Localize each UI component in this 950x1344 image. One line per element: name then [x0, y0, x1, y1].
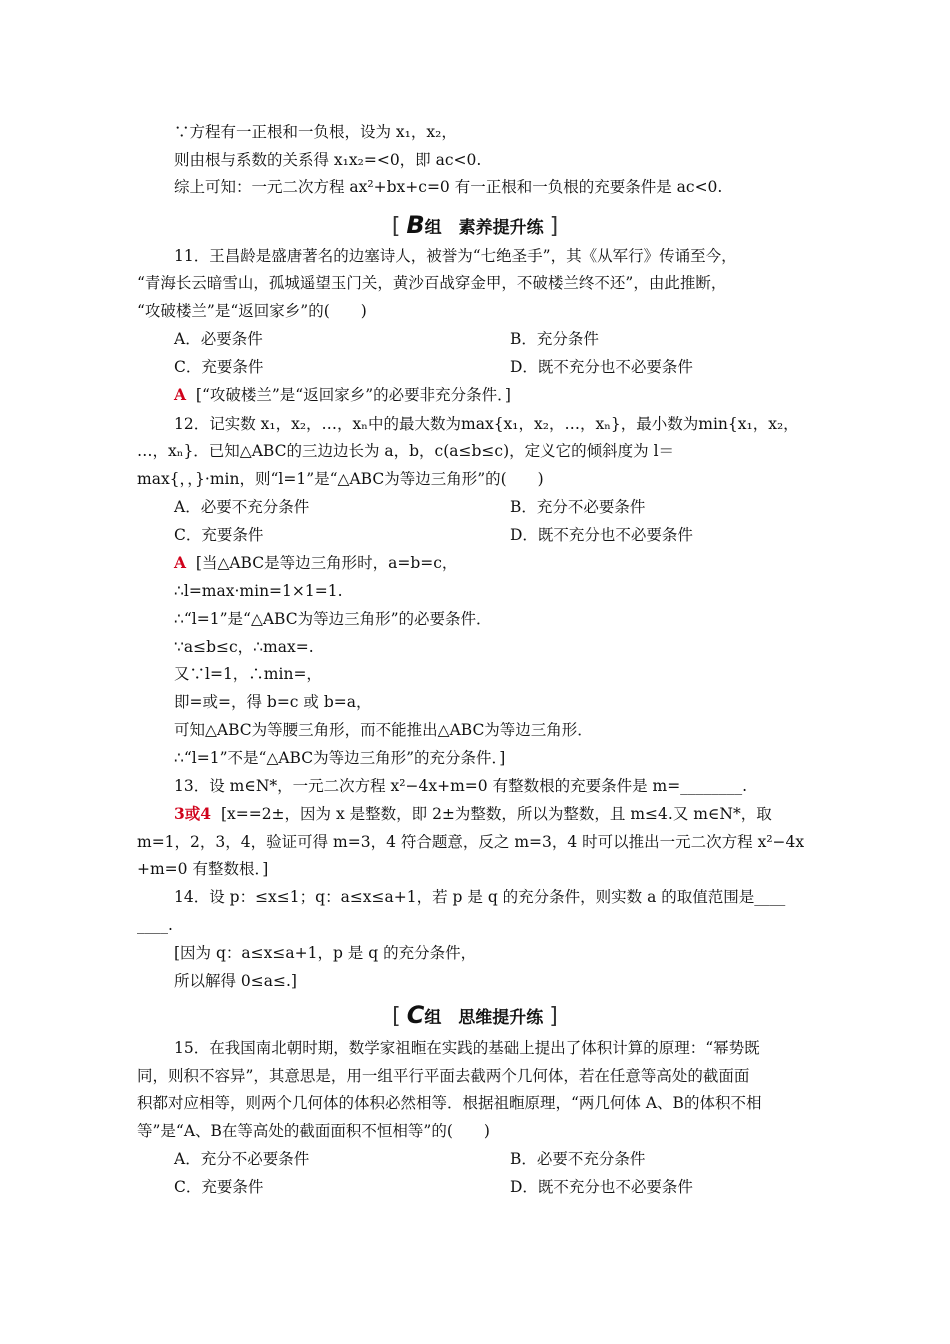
bracket-open: [ [391, 214, 401, 239]
question-13-line: 13．设 m∈N*，一元二次方程 x²−4x+m=0 有整数根的充要条件是 m=________. [174, 777, 748, 795]
question-12-line: 12．记实数 x₁，x₂，…，xₙ中的最大数为max{x₁，x₂，…，xₙ}，最小数为min{x₁，x₂， [174, 415, 799, 433]
question-15-line: 15．在我国南北朝时期，数学家祖暅在实践的基础上提出了体积计算的原理：“幂势既 [174, 1039, 760, 1057]
question-12-line: max{，，}·min，则“l=1”是“△ABC为等边三角形”的( ) [137, 470, 544, 488]
answer-explanation: [“攻破楼兰”是“返回家乡”的必要非充分条件．] [195, 386, 511, 404]
solution-line: ∴l=max·min=1×1=1. [174, 582, 343, 600]
answer-line [174, 552, 457, 574]
option-a: A．充分不必要条件 [174, 1150, 310, 1168]
answer-line [174, 803, 772, 825]
question-15-line: 积都对应相等，则两个几何体的体积必然相等．根据祖暅原理，“两几何体 A、B的体积不相 [137, 1094, 762, 1112]
question-15-line: 同，则积不容异”，其意思是，用一组平行平面去截两个几何体，若在任意等高处的截面面 [137, 1067, 750, 1085]
solution-line: +m=0 有整数根．] [137, 860, 269, 878]
question-11-line: 11．王昌龄是盛唐著名的边塞诗人，被誉为“七绝圣手”，其《从军行》传诵至今， [174, 247, 737, 265]
option-d: D．既不充分也不必要条件 [510, 526, 693, 544]
answer-key: 3或4 [174, 804, 212, 823]
option-c: C．充要条件 [174, 1178, 264, 1196]
text-line: ∵方程有一正根和一负根，设为 x₁，x₂， [174, 123, 457, 141]
solution-line: ∵a≤b≤c，∴max=. [174, 638, 314, 656]
section-letter: C [406, 1001, 425, 1029]
solution-line: 可知△ABC为等腰三角形，而不能推出△ABC为等边三角形． [174, 721, 593, 739]
answer-line [174, 384, 511, 406]
text-line: 则由根与系数的关系得 x₁x₂=<0，即 ac<0. [174, 151, 482, 169]
option-b: B．必要不充分条件 [510, 1150, 646, 1168]
question-12-line: …，xₙ}．已知△ABC的三边边长为 a，b，c(a≤b≤c)，定义它的倾斜度为 l＝ [137, 442, 675, 460]
question-14-line: ____. [137, 916, 173, 934]
section-letter: B [406, 211, 425, 239]
solution-line: [因为 q：a≤x≤a+1，p 是 q 的充分条件， [174, 944, 477, 962]
answer-key: A [174, 385, 187, 404]
option-b: B．充分不必要条件 [510, 498, 646, 516]
answer-key: A [174, 553, 187, 572]
solution-line: ∴“l=1”是“△ABC为等边三角形”的必要条件． [174, 610, 492, 628]
option-d: D．既不充分也不必要条件 [510, 1178, 693, 1196]
answer-explanation: [当△ABC是等边三角形时，a=b=c， [195, 554, 458, 572]
text-line: 综上可知：一元二次方程 ax²+bx+c=0 有一正根和一负根的充要条件是 ac<0. [174, 178, 723, 196]
option-a: A．必要不充分条件 [174, 498, 310, 516]
question-14-line: 14．设 p：≤x≤1；q：a≤x≤a+1，若 p 是 q 的充分条件，则实数 a 的取值范围是____ [174, 888, 786, 906]
section-c-header [0, 1002, 950, 1031]
solution-line: m=1，2，3，4，验证可得 m=3，4 符合题意，反之 m=3，4 时可以推出一元二次方程 x²−4x [137, 833, 805, 851]
bracket-open: [ [392, 1004, 401, 1029]
solution-line: ∴“l=1”不是“△ABC为等边三角形”的充分条件．] [174, 749, 506, 767]
section-title: 组 思维提升练 [424, 1008, 544, 1028]
option-c: C．充要条件 [174, 358, 264, 376]
option-a: A．必要条件 [174, 330, 263, 348]
question-15-line: 等”是“A、B在等高处的截面面积不恒相等”的( ) [137, 1122, 490, 1140]
option-d: D．既不充分也不必要条件 [510, 358, 693, 376]
solution-line: 即=或=，得 b=c 或 b=a， [174, 693, 372, 711]
answer-explanation: [x==2±，因为 x 是整数，即 2±为整数，所以为整数，且 m≤4.又 m∈N*，取 [220, 805, 772, 823]
section-title: 组 素养提升练 [424, 218, 544, 238]
solution-line: 所以解得 0≤a≤.] [174, 972, 297, 990]
option-c: C．充要条件 [174, 526, 264, 544]
option-b: B．充分条件 [510, 330, 599, 348]
question-11-line: “攻破楼兰”是“返回家乡”的( ) [137, 302, 367, 320]
question-11-line: “青海长云暗雪山，孤城遥望玉门关，黄沙百战穿金甲，不破楼兰终不还”，由此推断， [137, 274, 727, 292]
bracket-close: ] [549, 214, 559, 239]
bracket-close: ] [549, 1004, 558, 1029]
solution-line: 又∵l=1，∴min=， [174, 665, 322, 683]
section-b-header [0, 212, 950, 241]
